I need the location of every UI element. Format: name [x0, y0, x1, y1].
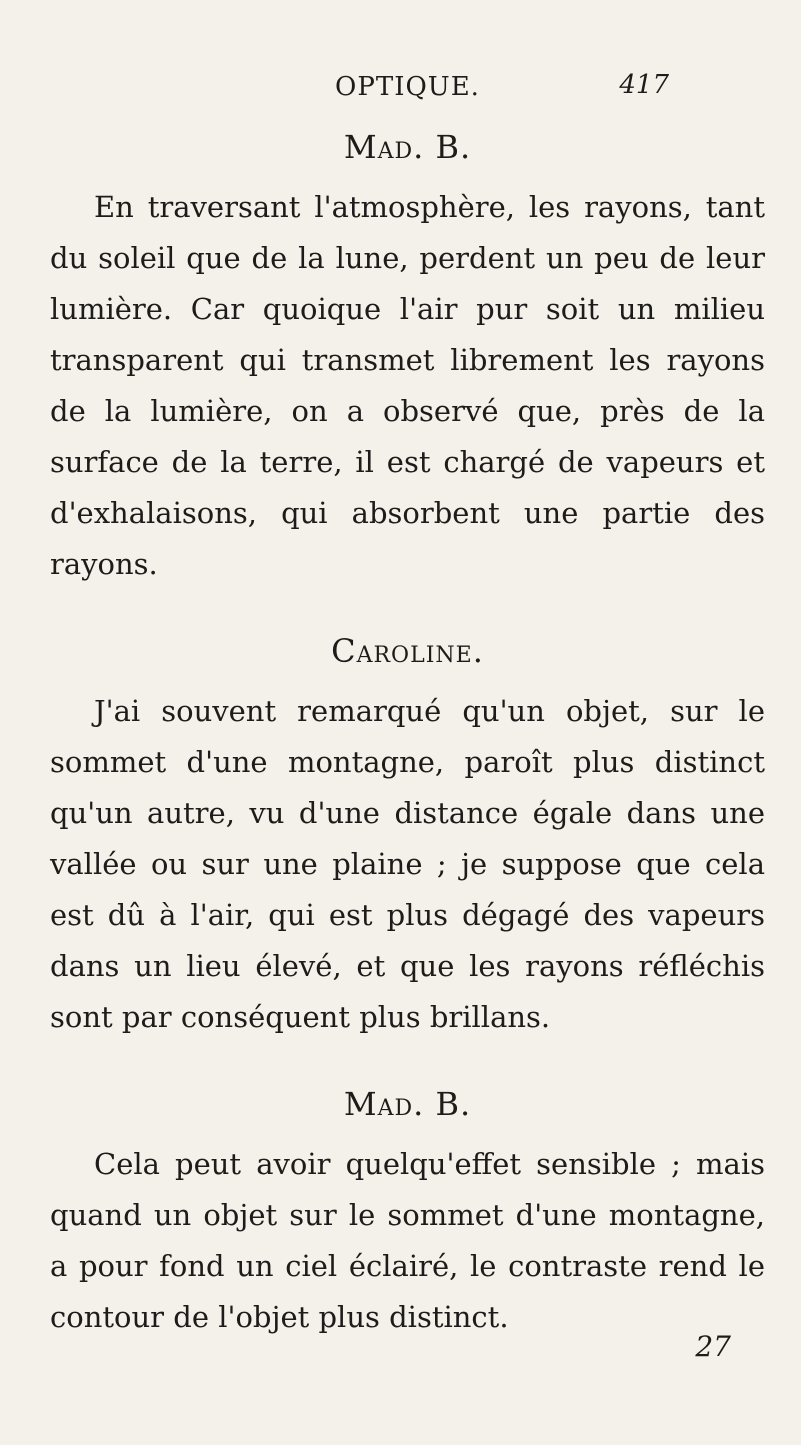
running-title: OPTIQUE.	[335, 72, 480, 102]
dialogue-paragraph: Cela peut avoir quelqu'effet sensible ; mais quand un objet sur le sommet d'une montagne, a pour fond un ciel éclairé, le contraste rend le contour de l'objet plus distinct.	[50, 1147, 765, 1334]
dialogue-paragraph: En traversant l'atmosphère, les rayons, tant du soleil que de la lune, perdent un peu de leur lumière. Car quoique l'air pur soit un milieu transparent qui transmet librement les rayons de la lumière, on a observé que, près de la surface de la terre, il est chargé de vapeurs et d'exhalaisons, qui absorbent une partie des rayons.	[50, 190, 765, 581]
speaker-heading: Caroline.	[331, 632, 484, 670]
dialogue-paragraph: J'ai souvent remarqué qu'un objet, sur le sommet d'une montagne, paroît plus distinct qu'un autre, vu d'une distance égale dans une vallée ou sur une plaine ; je suppose que cela est dû à l'air, qui est plus dégagé des vapeurs dans un lieu élevé, et que les rayons réfléchis sont par conséquent plus brillans.	[50, 694, 765, 1034]
section-gap	[50, 1043, 765, 1061]
speaker-heading: Mad. B.	[343, 1085, 472, 1123]
speaker-heading: Mad. B.	[343, 128, 472, 166]
section-gap	[50, 590, 765, 608]
running-head	[50, 60, 765, 106]
printer-signature: 27	[695, 1330, 731, 1363]
page-number: 417	[619, 70, 669, 100]
